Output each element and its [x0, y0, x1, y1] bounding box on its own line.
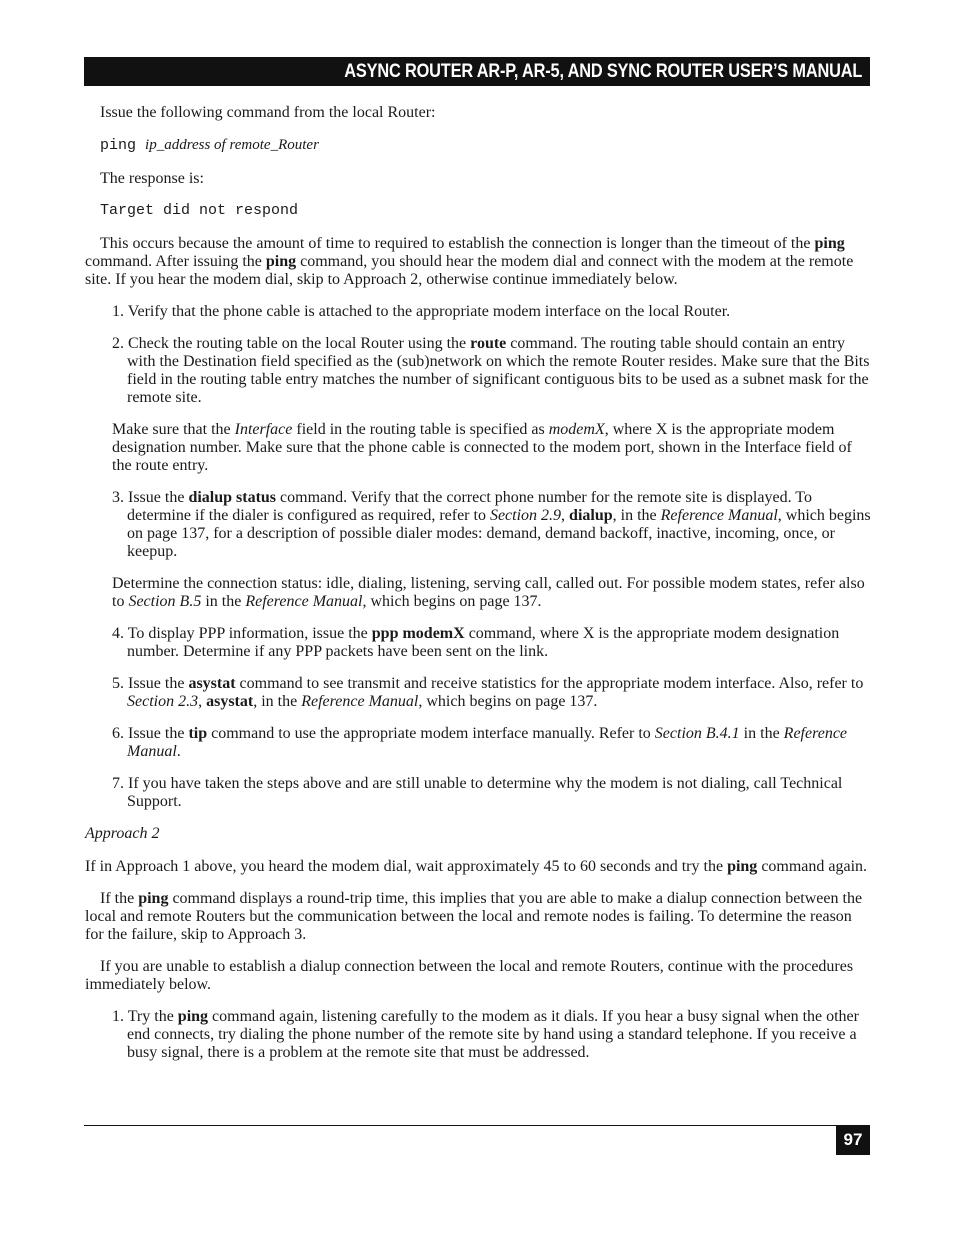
list-item-2: 2. Check the routing table on the local Router using the route command. The routing table should contain an entry with the Destination field specified as the (sub)network on which the remote Router resides. Make sure that the Bits field in the routing table entry matches the number of significant contiguous bits to be used as a subnet mask for the remote site.: [112, 335, 870, 406]
paragraph-round-trip: If the ping command displays a round-trip time, this implies that you are able to make a dialup connection between the local and remote Routers but the communication between the local and remote nodes is failing. To determine the reason for the failure, skip to Approach 3.: [85, 890, 863, 943]
list-item-1: 1. Verify that the phone cable is attached to the appropriate modem interface on the local Router.: [112, 303, 731, 320]
response-code: Target did not respond: [100, 202, 299, 219]
list-item-6: 6. Issue the tip command to use the appropriate modem interface manually. Refer to Section B.4.1 in the Reference Manual.: [112, 725, 848, 760]
list-item-3-detail: Determine the connection status: idle, dialing, listening, serving call, called out. For possible modem states, refer also to Section B.5 in the Reference Manual, which begins on page 137.: [112, 575, 865, 610]
list-item-b1: 1. Try the ping command again, listening carefully to the modem as it dials. If you hear a busy signal when the other end connects, try dialing the phone number of the remote site by hand using a standard telephone. If you receive a busy signal, there is a problem at the remote site that must be addressed.: [112, 1008, 859, 1061]
page-header-title: ASYNC ROUTER AR-P, AR-5, AND SYNC ROUTER USER’S MANUAL: [344, 61, 862, 82]
section-heading-approach-2: Approach 2: [85, 825, 160, 842]
paragraph-timeout: This occurs because the amount of time to required to establish the connection is longer than the timeout of the ping command. After issuing the ping command, you should hear the modem dial and connect with the modem at the remote site. If you hear the modem dial, skip to Approach 2, otherwise continue immediately below.: [85, 235, 854, 288]
response-label: The response is:: [100, 170, 204, 187]
list-item-7: 7. If you have taken the steps above and are still unable to determine why the modem is not dialing, call Technical Support.: [112, 775, 843, 810]
footer-rule: [84, 1125, 870, 1126]
page-number: 97: [836, 1125, 870, 1155]
list-item-3: 3. Issue the dialup status command. Verify that the correct phone number for the remote site is displayed. To determine if the dialer is configured as required, refer to Section 2.9, dialup, in the Reference Manual, which begins on page 137, for a description of possible dialer modes: demand, demand backoff, inactive, incoming, once, or keepup.: [112, 489, 871, 560]
paragraph-approach-1-heard: If in Approach 1 above, you heard the modem dial, wait approximately 45 to 60 seconds and try the ping command again.: [85, 858, 868, 875]
intro-text: Issue the following command from the local Router:: [100, 104, 436, 121]
list-item-4: 4. To display PPP information, issue the ppp modemX command, where X is the appropriate modem designation number. Determine if any PPP packets have been sent on the link.: [112, 625, 840, 660]
page-body: [85, 104, 871, 1076]
paragraph-unable-dialup: If you are unable to establish a dialup connection between the local and remote Routers, continue with the procedures immediately below.: [85, 958, 854, 993]
list-item-2-detail: Make sure that the Interface field in the routing table is specified as modemX, where X is the appropriate modem designation number. Make sure that the phone cable is connected to the modem port, shown in the Interface field of the route entry.: [112, 421, 852, 474]
list-item-5: 5. Issue the asystat command to see transmit and receive statistics for the appropriate modem interface. Also, refer to Section 2.3, asystat, in the Reference Manual, which begins on page 137.: [112, 675, 864, 710]
ping-argument: ip_address of remote_Router: [145, 137, 319, 153]
ping-command: ping: [100, 137, 137, 154]
ping-command-line: [85, 136, 871, 155]
header-bar: [84, 57, 870, 86]
